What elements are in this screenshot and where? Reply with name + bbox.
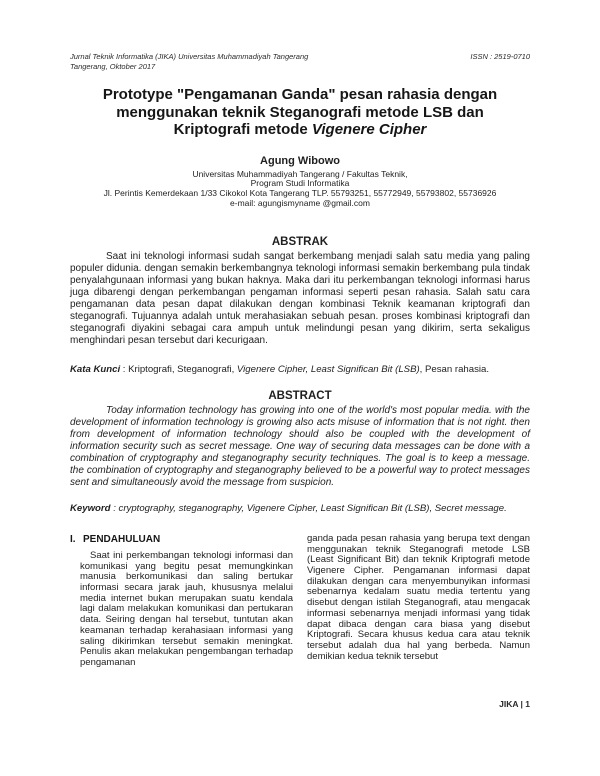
author-affiliation-2: Program Studi Informatika: [250, 178, 350, 189]
kata-kunci-separator: :: [120, 363, 129, 375]
journal-issue-line: Tangerang, Oktober 2017: [70, 61, 156, 71]
keyword-line: [70, 503, 530, 515]
body-columns: [70, 534, 530, 669]
section-number: I.: [70, 533, 76, 545]
kata-kunci-tail: , Pesan rahasia.: [419, 363, 490, 375]
title-line-3: Kriptografi metode: [173, 121, 312, 138]
intro-paragraph-left: Saat ini perkembangan teknologi informasi dan komunikasi yang begitu pesat memungkinkan manusia berkomunikasi dan saling bertukar informasi secara jarak jauh, khususnya melalui media internet bukan merupakan suatu kendala lagi dalam melakukan komunikasi dan pertukaran data. Seiring dengan hal tersebut, tuntutan akan keamanan terhadap kerahasiaan informasi yang saling dikirimkan tersebut semakin meningkat. Penulis akan melakukan pengembangan terhadap pengamanan: [80, 549, 293, 668]
author-section: [70, 155, 530, 209]
keyword-terms: : cryptography, steganography, Vigenere Cipher, Least Significan Bit (LSB), Secret message.: [110, 503, 507, 515]
title-line-1: Prototype "Pengamanan Ganda" pesan rahasia dengan: [102, 86, 498, 103]
kata-kunci-label: Kata Kunci: [70, 363, 121, 375]
title-italic-term: Vigenere Cipher: [311, 121, 427, 138]
author-name: Agung Wibowo: [260, 154, 340, 167]
paper-title: [70, 86, 530, 139]
abstract-paragraph: Today information technology has growing into one of the world's most popular media. with the development of information technology is growing also acts misuse of information that is not right. then from development of information technology should also be coupled with the development of information security such as secret message. One way of securing data messages can be done with a combination of cryptography and steganography security techniques. The goal is to keep a message. the combination of cryptography and steganography believed to be a powerful way to protect messages sent and simultaneously avoid the message from suspicion.: [70, 405, 530, 488]
abstract-heading: ABSTRACT: [268, 390, 332, 403]
journal-issn: ISSN : 2519-0710: [470, 52, 530, 61]
title-line-2: menggunakan teknik Steganografi metode LSB dan: [116, 103, 484, 121]
section-title: PENDAHULUAN: [83, 533, 161, 545]
kata-kunci-regular-terms: Kriptografi, Steganografi,: [128, 363, 237, 375]
author-address: Jl. Perintis Kemerdekaan 1/33 Cikokol Kota Tangerang TLP. 55793251, 55772949, 55793802, 55736926: [103, 187, 497, 198]
right-column: [307, 534, 530, 669]
left-column: [70, 534, 293, 669]
journal-header-left: [70, 52, 308, 71]
journal-header: [70, 52, 530, 71]
intro-paragraph-right: ganda pada pesan rahasia yang berupa text dengan menggunakan teknik Steganografi metode LSB (Least Significant Bit) dan teknik Kriptografi metode Vigenere Cipher. Pengamanan informasi dapat dilakukan dengan cara menyembunyikan informasi sebenarnya kedalam suatu media tertentu yang disebut dengan istilah Steganografi, atau mengacak informasi sebenarnya menjadi informasi yang tidak dapat dibaca dengan cara biasa yang disebut Kriptografi. Secara khusus kedua cara atau teknik tersebut adalah dua hal yang berbeda. Namun demikian kedua teknik tersebut: [307, 532, 530, 662]
author-email: e-mail: agungismyname @gmail.com: [230, 197, 370, 208]
page-number: JIKA | 1: [499, 699, 530, 709]
keyword-label: Keyword: [70, 503, 111, 515]
kata-kunci-italic-terms: Vigenere Cipher, Least Significan Bit (LSB): [236, 363, 420, 375]
kata-kunci-line: [70, 364, 530, 376]
abstrak-paragraph: Saat ini teknologi informasi sudah sangat berkembang menjadi salah satu media yang paling populer didunia. dengan semakin berkembangnya teknologi informasi semakin berkembang pula tindak penyalahgunaan informasi yang bukan haknya. Maka dari itu perkembangan teknologi informasi harus juga dibarengi dengan perkembangan pengaman informasi seperti pesan rahasia. Salah satu cara pengamanan data pesan dapat dilakukan dengan kombinasi Teknik keamanan kriptografi dan steganografi. Tujuannya adalah untuk merahasiakan sebuah pesan. proses kombinasi kriptografi dan steganografi diyakini sebagai cara ampuh untuk melindungi pesan yang dikirim, serta sekaligus menghindari pesan tersebut dari kecurigaan.: [70, 251, 530, 346]
journal-name-line: Jurnal Teknik Informatika (JIKA) Universitas Muhammadiyah Tangerang: [70, 52, 309, 61]
section-1-heading: [70, 534, 293, 546]
author-affiliation-1: Universitas Muhammadiyah Tangerang / Fakultas Teknik,: [192, 168, 408, 179]
abstrak-heading: ABSTRAK: [271, 236, 329, 249]
